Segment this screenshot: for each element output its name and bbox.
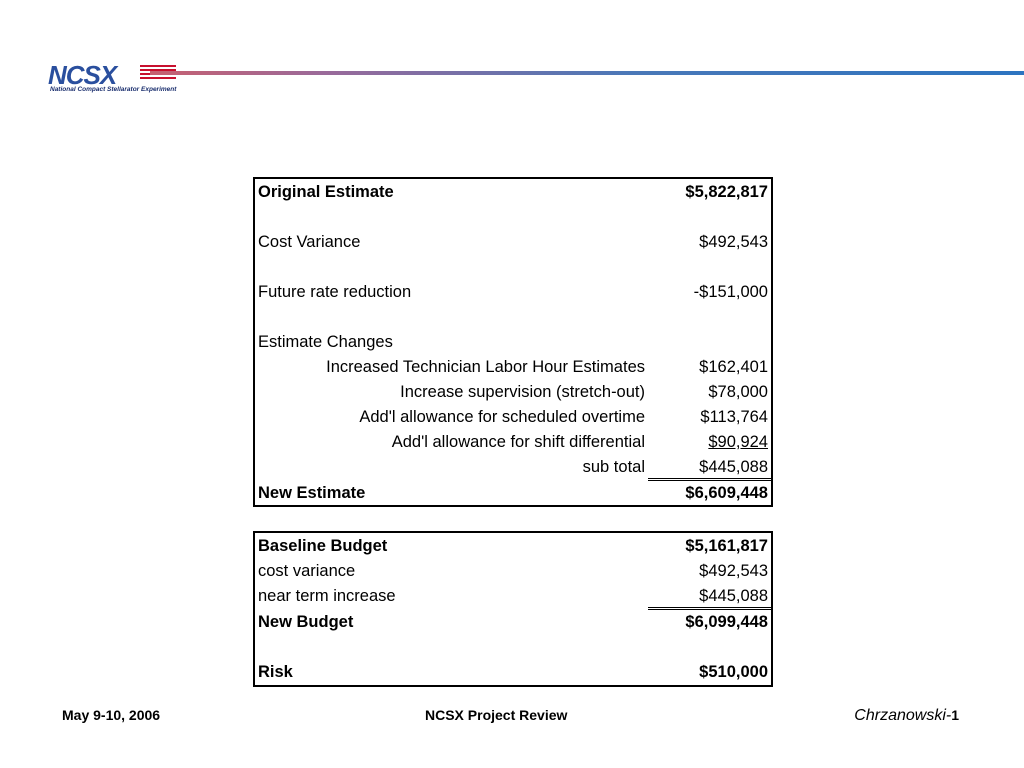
header-divider bbox=[150, 71, 1024, 75]
baseline-budget-value: $5,161,817 bbox=[685, 537, 768, 555]
budget-cost-variance-row bbox=[255, 559, 771, 583]
footer-title: NCSX Project Review bbox=[425, 707, 568, 723]
new-budget-value: $6,099,448 bbox=[685, 613, 768, 631]
change-value: $78,000 bbox=[708, 383, 768, 401]
change-value: $113,764 bbox=[700, 408, 768, 426]
cost-variance-label: Cost Variance bbox=[258, 233, 361, 251]
sub-total-row bbox=[255, 455, 771, 479]
near-term-increase-label: near term increase bbox=[258, 587, 396, 605]
original-estimate-value: $5,822,817 bbox=[685, 183, 768, 201]
original-estimate-row bbox=[255, 180, 771, 204]
change-label: Add'l allowance for scheduled overtime bbox=[359, 408, 645, 426]
original-estimate-label: Original Estimate bbox=[258, 183, 394, 201]
new-estimate-row bbox=[255, 481, 771, 505]
change-label: Add'l allowance for shift differential bbox=[391, 433, 645, 451]
budget-cost-variance-value: $492,543 bbox=[699, 562, 768, 580]
budget-cost-variance-label: cost variance bbox=[258, 562, 356, 580]
estimate-changes-heading-row bbox=[255, 330, 771, 354]
ncsx-logo bbox=[48, 60, 183, 100]
change-label: Increased Technician Labor Hour Estimates bbox=[326, 358, 645, 376]
future-rate-reduction-row bbox=[255, 280, 771, 304]
future-rate-reduction-value: -$151,000 bbox=[693, 283, 768, 301]
sub-total-value: $445,088 bbox=[699, 458, 768, 476]
future-rate-reduction-label: Future rate reduction bbox=[258, 283, 412, 301]
risk-row bbox=[255, 660, 771, 684]
change-value: $162,401 bbox=[699, 358, 768, 376]
header bbox=[0, 0, 1024, 100]
new-estimate-label: New Estimate bbox=[258, 484, 366, 502]
footer-page-number: 1 bbox=[951, 707, 959, 723]
near-term-increase-value: $445,088 bbox=[699, 587, 768, 605]
new-estimate-value: $6,609,448 bbox=[685, 484, 768, 502]
baseline-budget-label: Baseline Budget bbox=[258, 537, 388, 555]
change-value: $90,924 bbox=[708, 433, 768, 451]
new-budget-row bbox=[255, 610, 771, 634]
change-label: Increase supervision (stretch-out) bbox=[400, 383, 645, 401]
change-row bbox=[255, 355, 771, 379]
change-row bbox=[255, 430, 771, 454]
estimate-changes-heading: Estimate Changes bbox=[258, 333, 393, 351]
footer-author: Chrzanowski- bbox=[854, 707, 952, 724]
budget-table bbox=[253, 531, 773, 687]
change-row bbox=[255, 380, 771, 404]
footer-page-info bbox=[854, 707, 959, 725]
logo-text: NCSX bbox=[48, 60, 117, 90]
sub-total-label: sub total bbox=[582, 458, 645, 476]
baseline-budget-row bbox=[255, 534, 771, 558]
footer-date: May 9-10, 2006 bbox=[62, 707, 161, 723]
change-row bbox=[255, 405, 771, 429]
near-term-increase-row bbox=[255, 584, 771, 608]
estimate-table bbox=[253, 177, 773, 507]
new-budget-label: New Budget bbox=[258, 613, 354, 631]
risk-value: $510,000 bbox=[699, 663, 768, 681]
logo-subtitle: National Compact Stellarator Experiment bbox=[50, 86, 177, 93]
cost-variance-row bbox=[255, 230, 771, 254]
risk-label: Risk bbox=[258, 663, 293, 681]
cost-variance-value: $492,543 bbox=[699, 233, 768, 251]
